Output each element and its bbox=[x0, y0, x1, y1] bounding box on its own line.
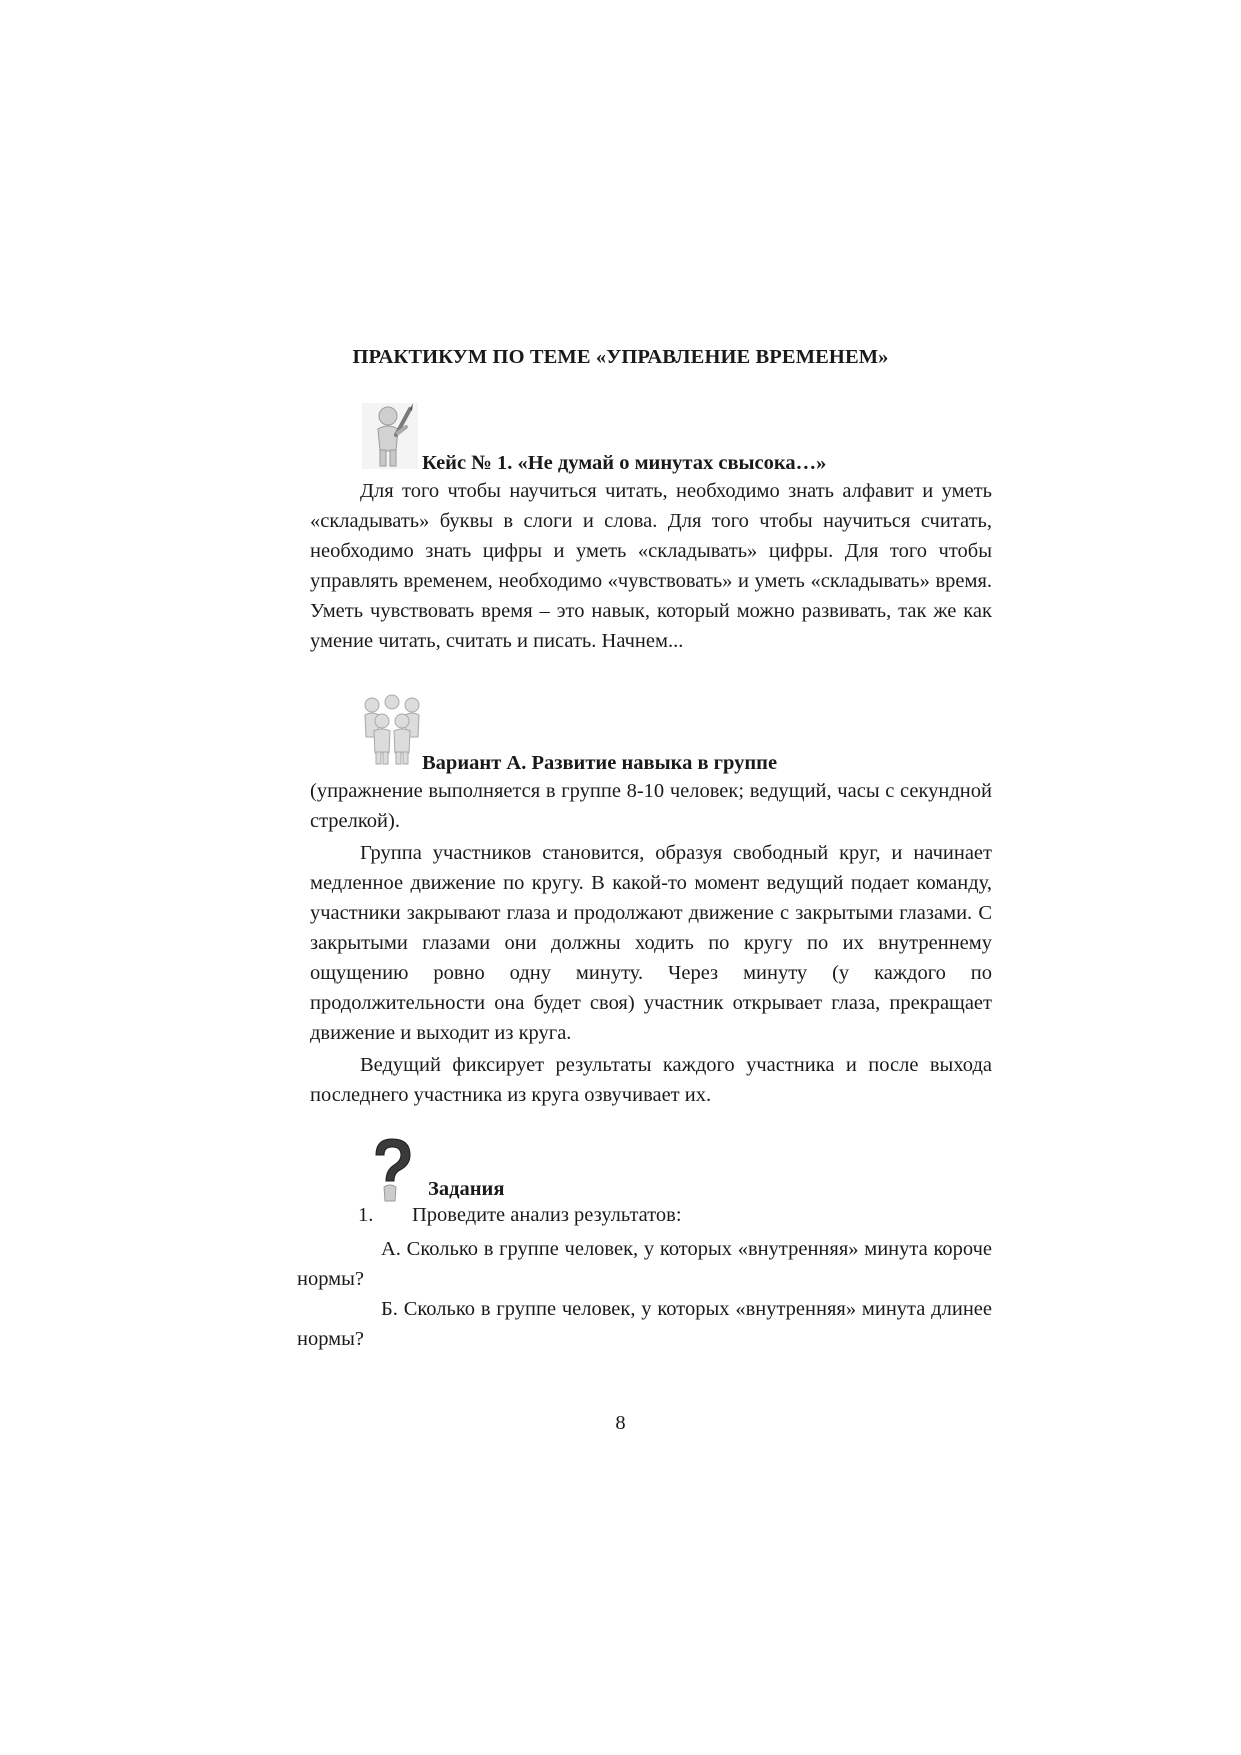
variant-paragraph-1: Группа участников становится, образуя свободный круг, и начинает медленное движение по кругу. В какой-то момент ведущий подает команду, участники закрывают глаза и продолжают движение с закрытыми глазами. С закрытыми глазами они должны ходить по кругу по их внутреннему ощущению ровно одну минуту. Через минуту (у каждого по продолжительности она будет своя) участник открывает глаза, прекращает движение и выходит из круга. bbox=[310, 842, 992, 1044]
task-item-text: Проведите анализ результатов: bbox=[412, 1204, 682, 1226]
task-item-number: 1. bbox=[358, 1204, 374, 1226]
page-title: ПРАКТИКУМ ПО ТЕМЕ «УПРАВЛЕНИЕ ВРЕМЕНЕМ» bbox=[352, 346, 889, 368]
variant-heading: Вариант А. Развитие навыка в группе bbox=[422, 752, 778, 774]
tasks-heading: Задания bbox=[428, 1178, 505, 1200]
case-paragraph: Для того чтобы научиться читать, необходимо знать алфавит и уметь «складывать» буквы в слоги и слова. Для того чтобы научиться считать, необходимо знать цифры и уметь «складывать» цифры. Для того чтобы управлять временем, необходимо «чувствовать» и уметь «складывать» время. Уметь чувствовать время – это навык, который можно развивать, так же как умение читать, считать и писать. Начнем... bbox=[310, 480, 992, 652]
page-number: 8 bbox=[615, 1412, 626, 1434]
case-heading: Кейс № 1. «Не думай о минутах свысока…» bbox=[422, 452, 827, 474]
question-mark-icon bbox=[370, 1137, 414, 1203]
task-sub-b: Б. Сколько в группе человек, у которых «внутренняя» минута длинее нормы? bbox=[297, 1298, 992, 1350]
variant-note: (упражнение выполняется в группе 8-10 человек; ведущий, часы с секундной стрелкой). bbox=[310, 780, 992, 832]
task-sub-a: А. Сколько в группе человек, у которых «внутренняя» минута короче нормы? bbox=[297, 1238, 992, 1290]
group-of-people-icon bbox=[360, 693, 424, 765]
variant-body bbox=[310, 776, 992, 1110]
variant-paragraph-2: Ведущий фиксирует результаты каждого участника и после выхода последнего участника из круга озвучивает их. bbox=[310, 1054, 992, 1106]
person-with-pencil-icon bbox=[362, 403, 418, 469]
case-body bbox=[310, 476, 992, 656]
